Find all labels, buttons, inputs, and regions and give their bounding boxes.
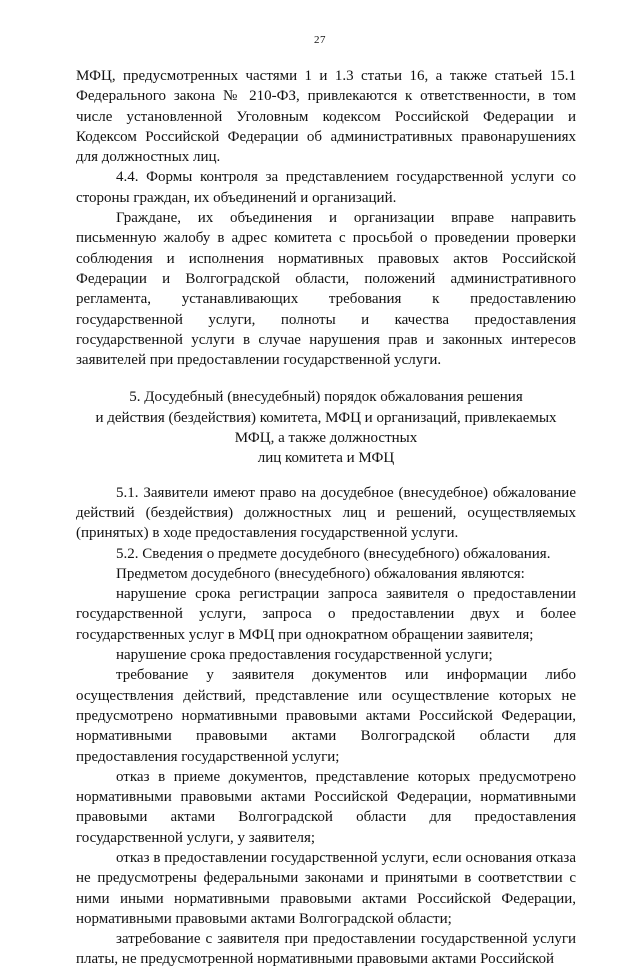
paragraph-continuation: МФЦ, предусмотренных частями 1 и 1.3 статьи 16, а также статьей 15.1 Федерального закона № 210-ФЗ, привлекаются к ответственности, в том числе установленной Уголовным кодексом Российской Федерации и Кодексом Российской Федерации об административных правонарушениях для должностных лиц. xyxy=(76,68,576,166)
paragraph-subject-of-appeal: Предметом досудебного (внесудебного) обжалования являются: xyxy=(116,565,525,582)
section-5-heading-line-3: МФЦ, а также должностных xyxy=(234,430,418,447)
paragraph-4-4: 4.4. Формы контроля за представлением государственной услуги со стороны граждан, их объединений и организаций. xyxy=(76,169,576,206)
section-5-heading-line-2: и действия (бездействия) комитета, МФЦ и организаций, привлекаемых xyxy=(95,409,557,426)
paragraph-citizens-complaint: Граждане, их объединения и организации вправе направить письменную жалобу в адрес комитета с просьбой о проведении проверки соблюдения и исполнения нормативных правовых актов Российской Федерации и Волгоградской области, положений административного регламента, устанавливающих требования к предоставлению государственной услуги, полноты и качества предоставления государственной услуги в случае нарушения прав и законных интересов заявителей при предоставлении государственной услуги. xyxy=(76,210,576,369)
list-item-service-delay: нарушение срока предоставления государственной услуги; xyxy=(116,647,493,664)
document-body xyxy=(76,66,576,970)
section-5-heading-line-1: 5. Досудебный (внесудебный) порядок обжалования решения xyxy=(129,389,523,406)
list-item-fee-request: затребование с заявителя при предоставлении государственной услуги платы, не предусмотренной нормативными правовыми актами Российской xyxy=(76,931,576,968)
list-item-registration-delay: нарушение срока регистрации запроса заявителя о предоставлении государственной услуги, запроса о предоставлении двух и более государственных услуг в МФЦ при однократном обращении заявителя; xyxy=(76,586,576,643)
list-item-extra-documents: требование у заявителя документов или информации либо осуществления действий, представление или осуществление которых не предусмотрено нормативными правовыми актами Российской Федерации, нормативными правовыми актами Волгоградской области для предоставления государственной услуги; xyxy=(76,667,576,765)
paragraph-5-1: 5.1. Заявители имеют право на досудебное (внесудебное) обжалование действий (бездействия) должностных лиц и решений, осуществляемых (принятых) в ходе предоставления государственной услуги. xyxy=(76,484,576,542)
section-5-heading-line-4: лиц комитета и МФЦ xyxy=(257,450,395,467)
list-item-refusal-service: отказ в предоставлении государственной услуги, если основания отказа не предусмотрены федеральными законами и принятыми в соответствии с ними иными нормативными правовыми актами Российской Федерации, нормативными правовыми актами Волгоградской области; xyxy=(76,849,576,927)
list-item-refusal-acceptance: отказ в приеме документов, представление которых предусмотрено нормативными правовыми актами Российской Федерации, нормативными правовыми актами Волгоградской области для предоставления государственной услуги, у заявителя; xyxy=(76,768,576,846)
section-5-heading xyxy=(76,387,576,468)
page-number: 27 xyxy=(314,34,326,46)
paragraph-5-2: 5.2. Сведения о предмете досудебного (внесудебного) обжалования. xyxy=(116,545,551,562)
